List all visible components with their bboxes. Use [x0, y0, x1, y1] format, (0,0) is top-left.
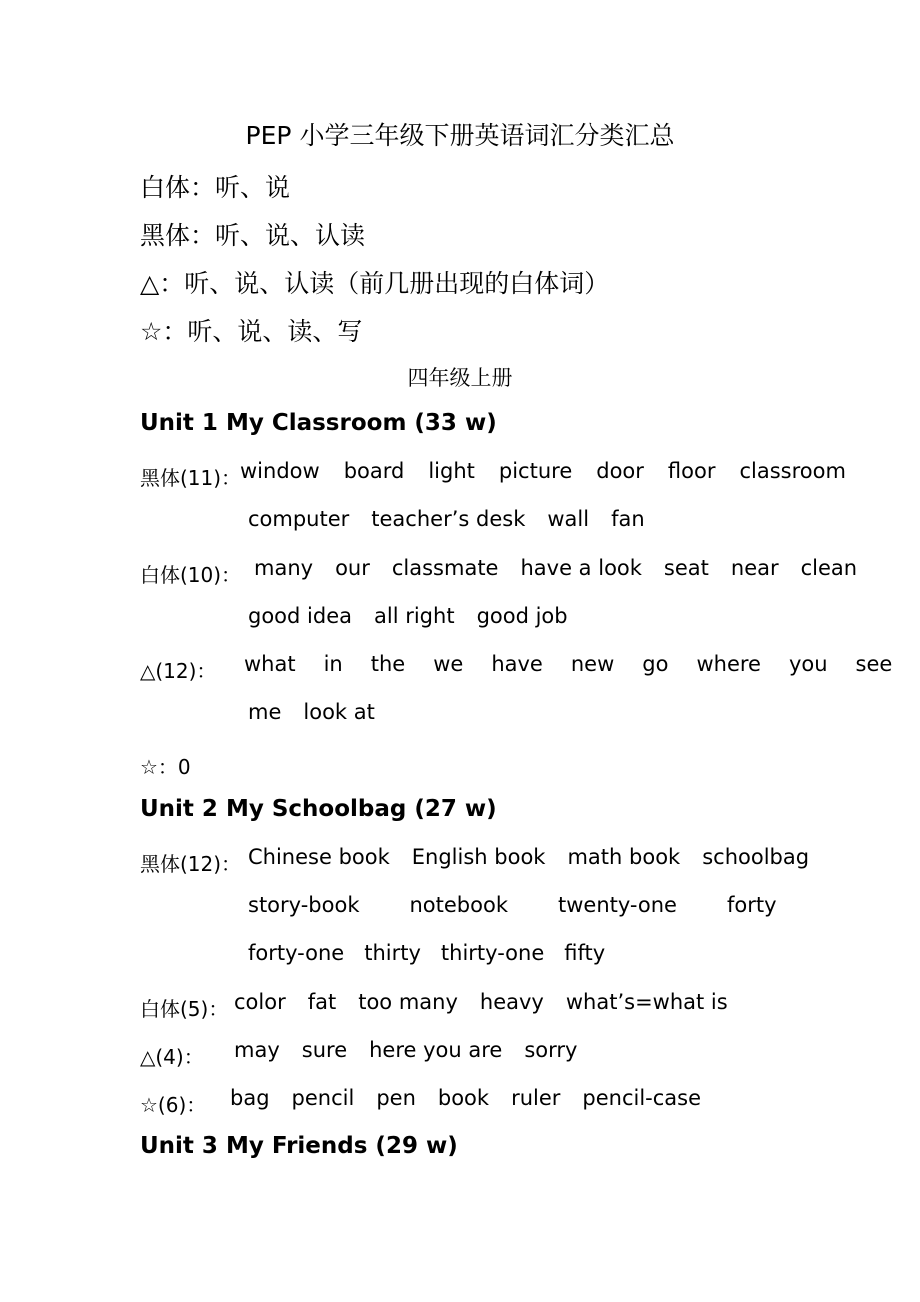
- word: you: [788, 652, 828, 676]
- unit2-white-words: [234, 990, 728, 1014]
- section-title: 四年级上册: [407, 366, 513, 390]
- word: forty-one: [248, 941, 345, 965]
- unit2-white-label: 白体(5)：: [140, 997, 229, 1021]
- word: picture: [498, 459, 573, 483]
- word: good job: [476, 604, 568, 628]
- word: window: [240, 459, 320, 483]
- word: many: [254, 556, 314, 580]
- word: sorry: [524, 1038, 578, 1062]
- unit2-black-words-line3: [248, 941, 605, 965]
- unit2-black-label: 黑体(12)：: [140, 852, 242, 876]
- legend-black: 黑体：听、说、认读: [140, 221, 366, 250]
- word: bag: [230, 1086, 270, 1110]
- word: sure: [301, 1038, 348, 1062]
- unit2-black-words-line2: [248, 893, 777, 917]
- word: computer: [248, 507, 350, 531]
- word: ruler: [511, 1086, 561, 1110]
- unit2-star-label: ☆(6)：: [140, 1093, 207, 1117]
- word: see: [855, 652, 893, 676]
- word: color: [234, 990, 286, 1014]
- unit2-heading: Unit 2 My Schoolbag (27 w): [140, 796, 497, 822]
- legend-star: ☆：听、说、读、写: [140, 317, 363, 346]
- word: door: [596, 459, 644, 483]
- word: go: [642, 652, 669, 676]
- page-title: PEP 小学三年级下册英语词汇分类汇总: [245, 121, 675, 150]
- legend-white: 白体：听、说: [140, 173, 291, 202]
- word: pencil-case: [582, 1086, 702, 1110]
- word: near: [730, 556, 779, 580]
- word: math book: [567, 845, 681, 869]
- unit1-white-words-line2: [248, 604, 568, 628]
- unit2-triangle-label: △(4)：: [140, 1045, 204, 1069]
- legend-triangle: △：听、说、认读（前几册出现的白体词）: [140, 269, 610, 298]
- unit1-black-words-line2: [248, 507, 645, 531]
- unit1-heading: Unit 1 My Classroom (33 w): [140, 410, 497, 436]
- word: in: [323, 652, 343, 676]
- word: new: [570, 652, 615, 676]
- unit1-black-words-line1: [240, 459, 846, 483]
- word: fan: [611, 507, 645, 531]
- word: all right: [374, 604, 455, 628]
- unit1-triangle-label: △(12)：: [140, 659, 217, 683]
- word: classroom: [739, 459, 846, 483]
- word: look at: [303, 700, 375, 724]
- word: good idea: [248, 604, 352, 628]
- word: seat: [663, 556, 709, 580]
- unit1-black-label: 黑体(11)：: [140, 466, 242, 490]
- word: me: [248, 700, 282, 724]
- word: wall: [547, 507, 590, 531]
- word: board: [343, 459, 405, 483]
- word: story-book: [248, 893, 360, 917]
- word: fifty: [564, 941, 606, 965]
- word: clean: [800, 556, 858, 580]
- unit1-white-words-line1: [254, 556, 857, 580]
- word: English book: [411, 845, 546, 869]
- word: here you are: [369, 1038, 503, 1062]
- unit3-heading: Unit 3 My Friends (29 w): [140, 1133, 458, 1159]
- word: floor: [667, 459, 716, 483]
- word: schoolbag: [702, 845, 810, 869]
- word: what: [244, 652, 296, 676]
- unit1-triangle-words-line2: [248, 700, 375, 724]
- word: classmate: [391, 556, 499, 580]
- word: book: [437, 1086, 490, 1110]
- word: where: [696, 652, 761, 676]
- word: Chinese book: [248, 845, 390, 869]
- word: pencil: [291, 1086, 355, 1110]
- word: thirty-one: [440, 941, 545, 965]
- word: notebook: [409, 893, 508, 917]
- unit2-star-words: [230, 1086, 701, 1110]
- word: have: [491, 652, 543, 676]
- unit1-triangle-words-line1: [244, 652, 892, 676]
- unit1-white-label: 白体(10)：: [140, 563, 242, 587]
- word: fat: [307, 990, 337, 1014]
- word: have a look: [520, 556, 642, 580]
- word: pen: [376, 1086, 416, 1110]
- word: the: [370, 652, 406, 676]
- unit1-star-label: ☆：0: [140, 755, 191, 779]
- word: light: [428, 459, 475, 483]
- word: our: [335, 556, 370, 580]
- unit2-triangle-words: [234, 1038, 577, 1062]
- word: thirty: [364, 941, 421, 965]
- word: too many: [358, 990, 458, 1014]
- word: heavy: [479, 990, 544, 1014]
- word: forty: [726, 893, 777, 917]
- word: what’s=what is: [565, 990, 728, 1014]
- word: we: [433, 652, 464, 676]
- unit2-black-words-line1: [248, 845, 809, 869]
- word: teacher’s desk: [371, 507, 526, 531]
- word: twenty-one: [557, 893, 677, 917]
- word: may: [234, 1038, 280, 1062]
